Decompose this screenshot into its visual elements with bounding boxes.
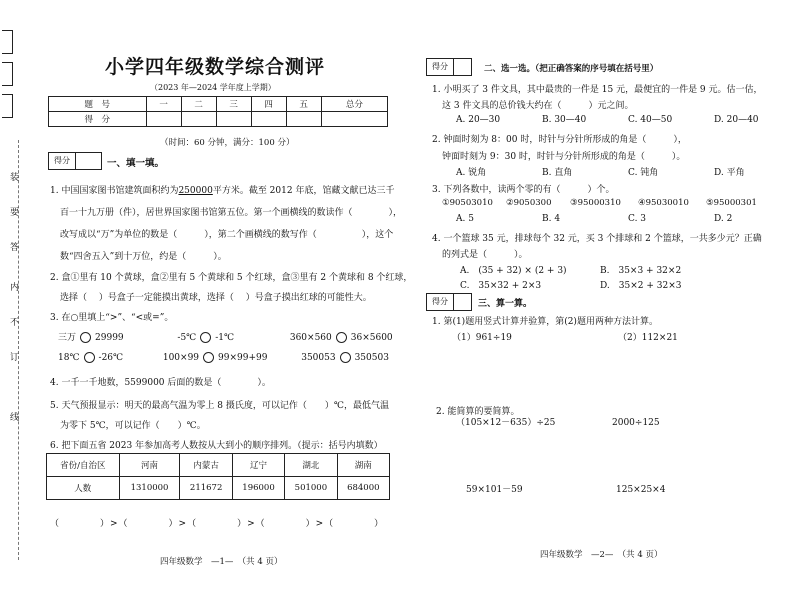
binding-char: 要	[10, 208, 20, 218]
choice-question-3: 3. 下列各数中，读两个零的有（ ）个。	[432, 185, 615, 195]
province-value: 196000	[232, 477, 284, 500]
choice-question-2-line2: 钟面时刻为 9：30 时，时针与分针所形成的角是（ ）。	[442, 152, 686, 162]
answer-circle[interactable]	[200, 332, 211, 343]
province-header: 湖北	[285, 454, 337, 477]
question-1-line3: 改写成以“万”为单位的数是（ ），第二个画横线的数写作（ ），这个	[60, 230, 394, 240]
score-cell[interactable]	[146, 112, 181, 127]
choice-question-1-line2: 这 3 件文具的总价钱大约在（ ）元之间。	[442, 101, 634, 111]
calc-items-1: （1）961÷19 （2）112×21	[452, 333, 678, 343]
score-header: 五	[286, 97, 321, 112]
answer-circle[interactable]	[336, 332, 347, 343]
score-header: 二	[181, 97, 216, 112]
province-value: 1310000	[119, 477, 180, 500]
answer-circle[interactable]	[340, 352, 351, 363]
choice-options-2: A. 锐角 B. 直角 C. 钝角 D. 平角	[456, 168, 745, 178]
score-box	[426, 293, 472, 311]
score-box	[48, 152, 102, 170]
underlined-number: 250000	[178, 186, 213, 196]
page-footer: 四年级数学 —2— （共 4 页）	[540, 550, 663, 560]
province-header: 内蒙古	[180, 454, 232, 477]
choice-options-3: A. 5 B. 4 C. 3 D. 2	[456, 214, 733, 224]
score-box-label: 得分	[49, 153, 76, 169]
choice-question-4-line2: 的列式是（ ）。	[442, 250, 528, 260]
binding-box	[2, 94, 13, 118]
score-header: 题 号	[49, 97, 147, 112]
time-info: （时间：60 分钟，满分：100 分）	[160, 138, 295, 148]
calc-items-2b: 59×101－59 125×25×4	[466, 485, 666, 495]
choice-question-4: 4. 一个篮球 35 元，排球每个 32 元，买 3 个排球和 2 个篮球，一共多少元？正确	[432, 234, 762, 244]
province-row-label: 人数	[47, 477, 120, 500]
question-1: 1. 中国国家图书馆建筑面积约为250000平方米。截至 2012 年底，馆藏文献已达三千	[50, 186, 395, 196]
section-title: 一、填一填。	[107, 158, 165, 169]
province-value: 684000	[337, 477, 389, 500]
score-cell[interactable]	[286, 112, 321, 127]
score-box-label: 得分	[427, 59, 454, 75]
answer-circle[interactable]	[203, 352, 214, 363]
calc-items-2a: （105×12－635）÷25 2000÷125	[456, 418, 660, 428]
section-title: 三、算一算。	[478, 299, 533, 309]
score-header: 总分	[321, 97, 387, 112]
score-header: 三	[216, 97, 251, 112]
question-2: 2. 盒①里有 10 个黄球，盒②里有 5 个黄球和 5 个红球，盒③里有 2 个黄球和 8 个红球，	[50, 273, 413, 283]
binding-char: 内	[10, 283, 20, 293]
choice-options-4a: A. (35 + 32) × (2 + 3) B. 35×3 + 32×2	[460, 266, 682, 276]
choice-options-1: A. 20—30 B. 30—40 C. 40—50 D. 20—40	[456, 115, 759, 125]
binding-char: 答	[10, 243, 20, 253]
province-value: 211672	[180, 477, 232, 500]
question-2-line2: 选择（ ）号盒子一定能摸出黄球，选择（ ）号盒子摸出红球的可能性大。	[60, 293, 372, 303]
binding-char: 线	[10, 413, 20, 423]
compare-row-1: 三万 29999 -5℃ -1℃ 360×560 36×5600	[58, 333, 393, 343]
score-cell[interactable]	[181, 112, 216, 127]
choice-numbers-3: ①90503010 ②9050300 ③95000310 ④95030010 ⑤95000301	[442, 198, 757, 208]
score-box-label: 得分	[427, 294, 454, 310]
score-header: 四	[251, 97, 286, 112]
question-5-line2: 为零下 5℃，可以记作（ ）℃。	[60, 421, 206, 431]
school-year: （2023 年—2024 学年度上学期）	[150, 83, 276, 92]
binding-box	[2, 62, 13, 86]
order-answer-line: （ ）>（ ）>（ ）>（ ）>（ ）	[50, 519, 385, 529]
answer-circle[interactable]	[84, 352, 95, 363]
province-header: 河南	[119, 454, 180, 477]
score-cell[interactable]	[216, 112, 251, 127]
question-4: 4. 一千一千地数，5599000 后面的数是（ ）。	[50, 378, 271, 388]
province-value: 501000	[285, 477, 337, 500]
choice-options-4b: C. 35×32 + 2×3 D. 35×2 + 32×3	[460, 281, 682, 291]
question-1-line4: 数“四舍五入”到十万位，约是（ ）。	[60, 252, 227, 262]
score-box	[426, 58, 472, 76]
question-6: 6. 把下面五省 2023 年参加高考人数按从大到小的顺序排列。（提示：括号内填数）	[50, 441, 383, 451]
choice-question-2: 2. 钟面时刻为 8：00 时，时针与分针所形成的角是（ ），	[432, 135, 687, 145]
binding-box	[2, 30, 13, 54]
binding-char: 装	[10, 173, 20, 183]
question-3: 3. 在○里填上“>”、“<或=”。	[50, 313, 174, 323]
binding-char: 订	[10, 353, 20, 363]
question-5: 5. 天气预报显示：明天的最高气温为零上 8 摄氏度，可以记作（ ）℃，最低气温	[50, 401, 389, 411]
binding-char: 不	[10, 318, 20, 328]
page-title: 小学四年级数学综合测评	[105, 56, 326, 78]
calc-question-1: 1. 第(1)题用竖式计算并验算，第(2)题用两种方法计算。	[432, 317, 658, 327]
score-row-label: 得 分	[49, 112, 147, 127]
province-table	[46, 453, 390, 500]
section-title: 二、选一选。（把正确答案的序号填在括号里）	[484, 64, 659, 74]
province-header: 省份/自治区	[47, 454, 120, 477]
score-cell[interactable]	[251, 112, 286, 127]
score-header: 一	[146, 97, 181, 112]
score-table	[48, 96, 388, 127]
choice-question-1: 1. 小明买了 3 件文具，其中最贵的一件是 15 元，最便宜的一件是 9 元。估一估，	[432, 85, 763, 95]
binding-strip	[0, 0, 36, 611]
question-1-line2: 百一十九万册（件），居世界国家图书馆第五位。第一个画横线的数读作（ ），	[60, 208, 403, 218]
province-header: 辽宁	[232, 454, 284, 477]
score-cell[interactable]	[321, 112, 387, 127]
answer-circle[interactable]	[80, 332, 91, 343]
compare-row-2: 18℃ -26℃ 100×99 99×99+99 350053 350503	[58, 353, 389, 363]
calc-question-2: 2. 能简算的要简算。	[436, 407, 520, 417]
province-header: 湖南	[337, 454, 389, 477]
page-footer: 四年级数学 —1— （共 4 页）	[160, 557, 283, 567]
